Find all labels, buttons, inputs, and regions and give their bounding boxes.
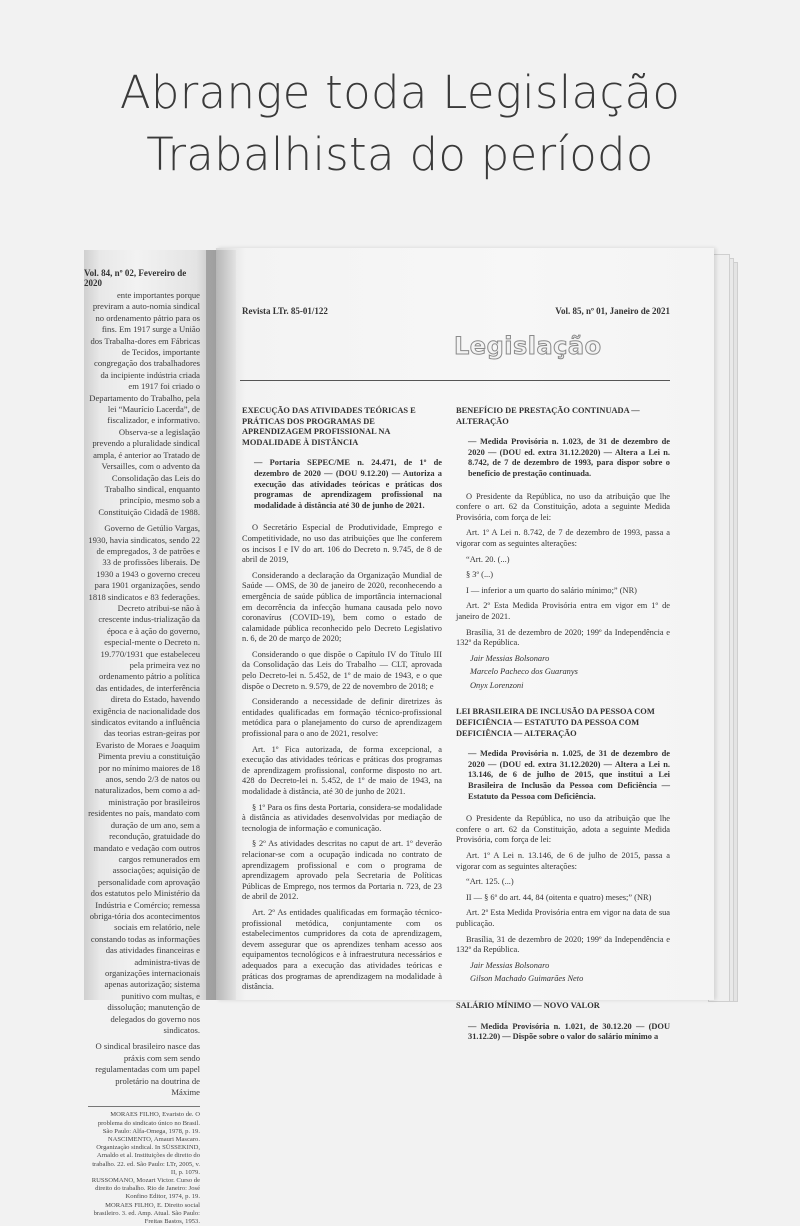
signature: Onyx Lorenzoni xyxy=(470,680,524,690)
body-paragraph: § 1º Para os fins desta Portaria, considera-se modalidade à distância as atividades desenvolvidas por mediação de tecnologia de informação e comunicação. xyxy=(242,802,442,833)
section-divider xyxy=(240,380,670,381)
article-heading: SALÁRIO MÍNIMO — NOVO VALOR xyxy=(456,1000,600,1010)
quote-line: § 3º (...) xyxy=(466,570,494,580)
magazine-right-page xyxy=(216,248,714,1042)
signature: Gilson Machado Guimarães Neto xyxy=(470,974,584,984)
mp-summary: — Medida Provisória n. 1.025, de 31 de dezembro de 2020 — (DOU ed. extra 31.12.2020) — Altera a Lei n. 13.146, de 6 de julho de 2015, que institui a Lei Brasileira de Inclusão da Pessoa com Deficiência — Estatuto da Pessoa com Deficiência. xyxy=(468,749,670,801)
body-paragraph: Considerando a declaração da Organização Mundial de Saúde — OMS, de 30 de janeiro de 2020, reconhecendo a emergência de saúde pública de importância internacional em decorrência da infecção humana causada pelo novo coronavírus (COVID-19), bem como o estado de calamidade pública reconhecido pelo Decreto Legislativo n. 6, de 20 de março de 2020; xyxy=(242,570,442,644)
date-line: Brasília, 31 de dezembro de 2020; 199º da Independência e 132º da República. xyxy=(456,934,670,955)
body-paragraph: Art. 1º Fica autorizada, de forma excepcional, a execução das atividades teóricas e práticas dos programas de aprendizagem profissional, conforme disposto no art. 428 do Decreto-lei n. 5.452, de 1º de maio de 1943, na modalidade à distância, até 30 de junho de 2021. xyxy=(242,744,442,796)
body-paragraph: Considerando a necessidade de definir diretrizes às entidades qualificadas em formação técnico-profissional metódica para o planejamento do curso de aprendizagem profissional para o ano de 2021, resolve: xyxy=(242,697,442,739)
footnote: MORAES FILHO, E. Direito social brasileiro. 3. ed. Amp. Atual. São Paulo: Freitas Bastos, 1953. xyxy=(93,1201,200,1226)
article-heading: EXECUÇÃO DAS ATIVIDADES TEÓRICAS E PRÁTICAS DOS PROGRAMAS DE APRENDIZAGEM PROFISSIONAL NA MODALIDADE À DISTÂNCIA xyxy=(242,406,416,447)
headline xyxy=(0,62,800,186)
left-paragraph: ente importantes porque previram a auto-nomia sindical no ordenamento pátrio para os fins. Em 1917 surge a União dos Trabalha-dores em Fábricas de Tecidos, importante congregação dos trabalhadores da incipiente indústria criada em 1917 foi criado o Departamento do Trabalho, pela lei “Maurício Lacerda”, de fiscalizador, e informativo. Observa-se a legislação prevendo a pluralidade sindical ampla, é anterior ao Tratado de Versailles, com o advento da Consolidação das Leis do Trabalho sindical, enquanto princípio, mesmo sob a Constituição Cidadã de 1988. xyxy=(89,290,200,517)
left-paragraph: Governo de Getúlio Vargas, 1930, havia sindicatos, sendo 22 de empregados, 3 de patrões e 33 de profissões liberais. De 1930 a 1943 o governo creceu para 1901 organizações, sendo 1818 sindicatos e 83 federações. Decreto atribui-se não à crescente indus-trialização da época e à ação do governo, especial-mente o Decreto n. 19.770/1931 que estabeleceu pela primeira vez no ordenamento pátrio a política das entidades, de interferência direta do Estado, havendo exigência de nacionalidade dos sindicatos evitando a influência das teorias estran-geiras por Evaristo de Moraes e Joaquim Pimenta previu a constituição por no mínimo maiores de 18 anos, sendo 2/3 de natos ou naturalizados, bem como a ad-ministração por brasileiros residentes no país, mandato com duração de um ano, sem a recondução, gratuidade do mandato e vedação com outros cargos remunerados em associações; aquisição de personalidade com aprovação dos estatutos pelo Ministério da Indústria e Comércio; remessa obriga-tória dos acontecimentos sociais em relatório, nele constando todas as informações das atividades financeiras e administra-tivas de organizações internacionais apenas autorização; sistema punitivo com multas, e dissolução; manutenção de delegados do governo nos sindicatos. xyxy=(88,523,200,1035)
footnote: RUSSOMANO, Mozart Victor. Curso de direito do trabalho. Rio de Janeiro: José Konfino Editor, 1974, p. 19. xyxy=(91,1177,200,1201)
body-paragraph: O Presidente da República, no uso da atribuição que lhe confere o art. 62 da Constituição, adota a seguinte Medida Provisória, com força de lei: xyxy=(456,814,670,845)
quote-line: “Art. 125. (...) xyxy=(466,877,514,887)
column-1 xyxy=(242,406,442,998)
article-heading: LEI BRASILEIRA DE INCLUSÃO DA PESSOA COM DEFICIÊNCIA — ESTATUTO DA PESSOA COM DEFICIÊNCIA — ALTERAÇÃO xyxy=(456,707,655,738)
footnote: MORAES FILHO, Evaristo de. O problema do sindicato único no Brasil. São Paulo: Alfa-Omega, 1978, p. 19. xyxy=(97,1111,200,1135)
headline-line-1: Abrange toda Legislação xyxy=(119,66,681,119)
body-paragraph: Art. 1º A Lei n. 8.742, de 7 de dezembro de 1993, passa a vigorar com as seguintes alterações: xyxy=(456,528,670,548)
body-paragraph: O Secretário Especial de Produtividade, Emprego e Competitividade, no uso das atribuições que lhe conferem os incisos I e IV do art. 106 do Decreto n. 9.745, de 8 de abril de 2019, xyxy=(242,523,442,565)
right-page-header-left: Revista LTr. 85-01/122 xyxy=(242,306,328,316)
left-page-header: Vol. 84, nº 02, Fevereiro de 2020 xyxy=(84,268,187,288)
headline-line-2: Trabalhista do período xyxy=(146,128,654,181)
body-paragraph: § 2º As atividades descritas no caput de art. 1º deverão relacionar-se com a ocupação indicada no contrato de aprendizagem profissional e com o programa de aprendizagem aprovado pela Secretaria de Políticas Públicas de Emprego, nos termos da Portaria n. 723, de 23 de abril de 2012. xyxy=(242,839,442,902)
body-paragraph: Considerando o que dispõe o Capítulo IV do Título III da Consolidação das Leis do Trabalho — CLT, aprovada pelo Decreto-lei n. 5.452, de 1º de maio de 1943, e o que dispõe o Decreto n. 9.579, de 22 de novembro de 2018; e xyxy=(242,649,442,691)
body-paragraph: Art. 2º Esta Medida Provisória entra em vigor na data de sua publicação. xyxy=(456,908,670,928)
left-footnotes xyxy=(88,1106,200,1226)
body-paragraph: O Presidente da República, no uso da atribuição que lhe confere o art. 62 da Constituição, adota a seguinte Medida Provisória, com força de lei: xyxy=(456,491,670,522)
book-gutter-shadow xyxy=(206,250,236,1000)
mp-summary: — Medida Provisória n. 1.023, de 31 de dezembro de 2020 — (DOU ed. extra 31.12.2020) — Altera a Lei n. 8.742, de 7 de dezembro de 1993, para dispor sobre o benefício de prestação continuada. xyxy=(468,437,670,478)
signature: Jair Messias Bolsonaro xyxy=(470,653,550,663)
left-page-text xyxy=(88,290,200,1226)
body-paragraph: Art. 2º Esta Medida Provisória entra em vigor em 1º de janeiro de 2021. xyxy=(456,601,670,621)
section-title: Legislação xyxy=(454,332,602,360)
quote-line: I — inferior a um quarto do salário mínimo;” (NR) xyxy=(466,585,637,595)
magazine-left-page xyxy=(84,250,216,1226)
column-2 xyxy=(456,406,670,1055)
article-heading: BENEFÍCIO DE PRESTAÇÃO CONTINUADA — ALTERAÇÃO xyxy=(456,406,640,426)
date-line: Brasília, 31 de dezembro de 2020; 199º da Independência e 132º da República. xyxy=(456,627,670,648)
quote-line: II — § 6º do art. 44, 84 (oitenta e quatro) meses;” (NR) xyxy=(466,892,652,902)
body-paragraph: Art. 2º As entidades qualificadas em formação técnico-profissional metódica, conjuntamente com os estabelecimentos cumpridores da cota de aprendizagem, devem assegurar que os aprendizes tenham acesso aos equipamentos tecnológicos e à infraestrutura necessários e adequados para a execução das atividades teóricas e práticas dos programas de aprendizagem na modalidade à distância. xyxy=(242,907,442,992)
signature: Jair Messias Bolsonaro xyxy=(470,960,550,970)
footnote: NASCIMENTO, Amauri Mascaro. Organização sindical. In SÜSSEKIND, Arnaldo et al. Instituições de direito do trabalho. 22. ed. São Paulo: LTr, 2005, v. II, p. 1079. xyxy=(92,1136,200,1176)
quote-line: “Art. 20. (...) xyxy=(466,554,510,564)
left-paragraph: O sindical brasileiro nasce das práxis com sem sendo regulamentadas com um papel proletário na doutrina de Máxime xyxy=(95,1041,200,1098)
right-page-header-right: Vol. 85, nº 01, Janeiro de 2021 xyxy=(555,306,670,316)
portaria-summary: — Portaria SEPEC/ME n. 24.471, de 1º de dezembro de 2020 — (DOU 9.12.20) — Autoriza a execução das atividades teóricas e práticas dos programas de aprendizagem profissional na modalidade à distância até 30 de junho de 2021. xyxy=(254,458,442,510)
mp-summary: — Medida Provisória n. 1.021, de 30.12.20 — (DOU 31.12.20) — Dispõe sobre o valor do salário mínimo a xyxy=(468,1021,670,1042)
signature: Marcelo Pacheco dos Guaranys xyxy=(470,667,578,677)
body-paragraph: Art. 1º A Lei n. 13.146, de 6 de julho de 2015, passa a vigorar com as seguintes alterações: xyxy=(456,851,670,871)
